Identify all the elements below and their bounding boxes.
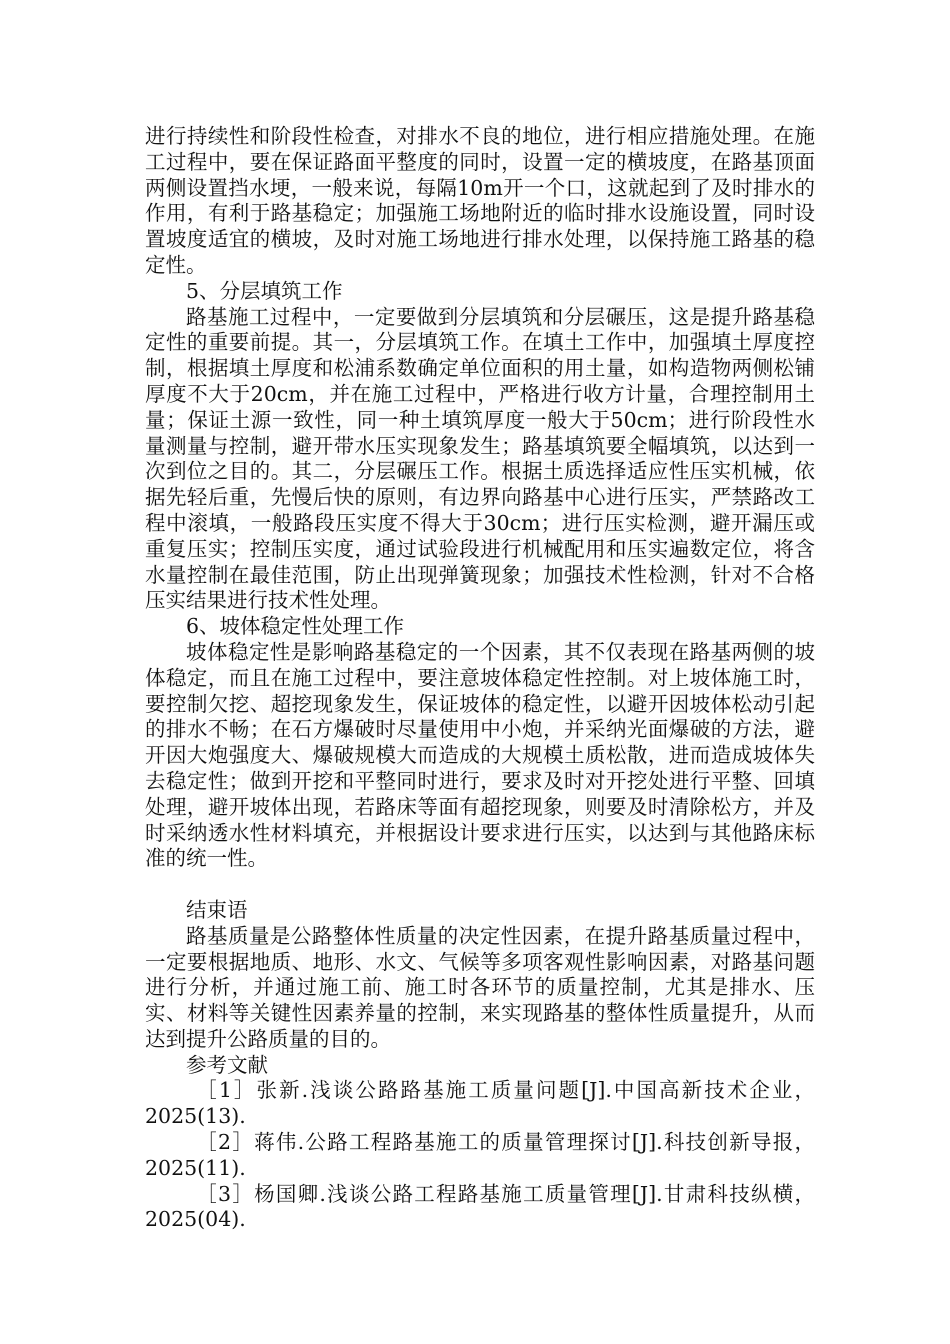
- document-body: [145, 124, 815, 1233]
- paragraph-drainage: 进行持续性和阶段性检查，对排水不良的地位，进行相应措施处理。在施工过程中，要在保证路面平整度的同时，设置一定的横坡度，在路基顶面两侧设置挡水埂，一般来说，每隔10m开一个口，这就起到了及时排水的作用，有利于路基稳定；加强施工场地附近的临时排水设施设置，同时设置坡度适宜的横坡，及时对施工场地进行排水处理，以保持施工路基的稳定性。: [145, 124, 815, 277]
- section-heading-6: 6、坡体稳定性处理工作: [186, 614, 405, 639]
- references-heading: 参考文献: [186, 1052, 268, 1077]
- conclusion-heading: 结束语: [186, 897, 248, 922]
- section-heading-5: 5、分层填筑工作: [186, 278, 343, 303]
- paragraph-conclusion: 路基质量是公路整体性质量的决定性因素，在提升路基质量过程中，一定要根据地质、地形、水文、气候等多项客观性影响因素，对路基问题进行分析，并通过施工前、施工时各环节的质量控制，尤其是排水、压实、材料等关键性因素养量的控制，来实现路基的整体性质量提升，从而达到提升公路质量的目的。: [145, 923, 815, 1051]
- paragraph-slope-stability: 坡体稳定性是影响路基稳定的一个因素，其不仅表现在路基两侧的坡体稳定，而且在施工过程中，要注意坡体稳定性控制。对上坡体施工时，要控制欠挖、超挖现象发生，保证坡体的稳定性，以避开因坡体松动引起的排水不畅；在石方爆破时尽量使用中小炮，并采纳光面爆破的方法，避开因大炮强度大、爆破规模大而造成的大规模土质松散，进而造成坡体失去稳定性；做到开挖和平整同时进行，要求及时对开挖处进行平整、回填处理，避开坡体出现，若路床等面有超挖现象，则要及时清除松方，并及时采纳透水性材料填充，并根据设计要求进行压实，以达到与其他路床标准的统一性。: [145, 639, 815, 871]
- paragraph-layered-filling: 路基施工过程中，一定要做到分层填筑和分层碾压，这是提升路基稳定性的重要前提。其一，分层填筑工作。在填土工作中，加强填土厚度控制，根据填土厚度和松浦系数确定单位面积的用土量，如构造物两侧松铺厚度不大于20cm，并在施工过程中，严格进行收方计量，合理控制用土量；保证土源一致性，同一种土填筑厚度一般大于50cm；进行阶段性水量测量与控制，避开带水压实现象发生；路基填筑要全幅填筑，以达到一次到位之目的。其二，分层碾压工作。根据土质选择适应性压实机械，依据先轻后重，先慢后快的原则，有边界向路基中心进行压实，严禁路改工程中滚填，一般路段压实度不得大于30cm；进行压实检测，避开漏压或重复压实；控制压实度，通过试验段进行机械配用和压实遍数定位，将含水量控制在最佳范围，防止出现弹簧现象；加强技术性检测，针对不合格压实结果进行技术性处理。: [145, 304, 815, 613]
- reference-item-1: ［1］张新.浅谈公路路基施工质量问题[J].中国高新技术企业，2025(13).: [145, 1078, 815, 1129]
- reference-item-3: ［3］杨国卿.浅谈公路工程路基施工质量管理[J].甘肃科技纵横，2025(04).: [145, 1181, 815, 1232]
- blank-line: [145, 872, 815, 898]
- reference-item-2: ［2］蒋伟.公路工程路基施工的质量管理探讨[J].科技创新导报，2025(11).: [145, 1130, 815, 1180]
